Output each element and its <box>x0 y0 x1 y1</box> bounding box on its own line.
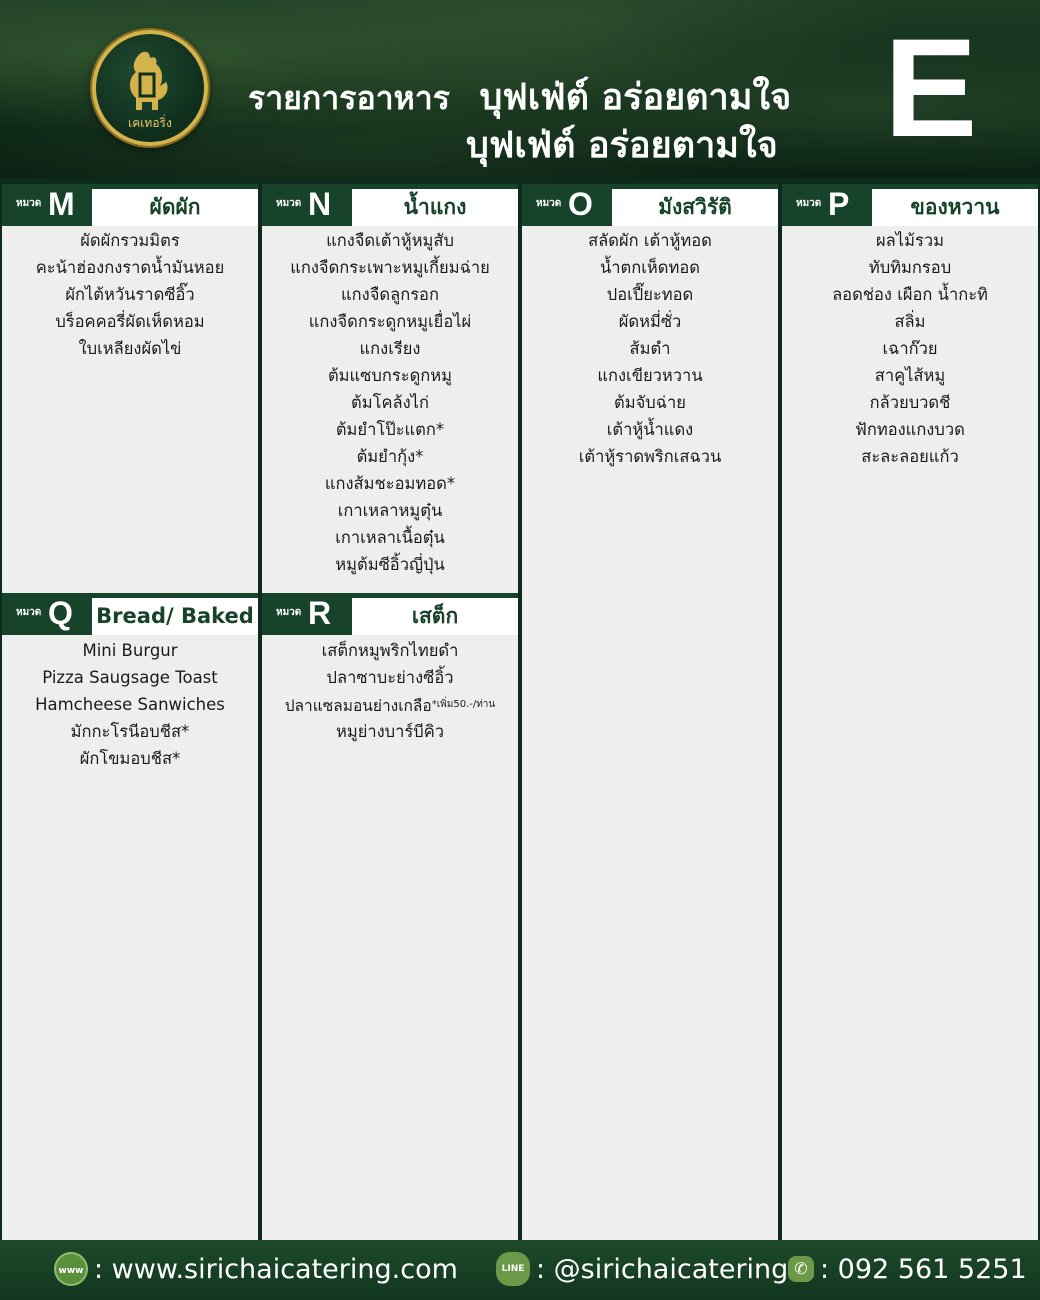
set-letter: E <box>884 9 978 166</box>
column-2 <box>262 184 518 1240</box>
list-item: แกงจืดลูกรอก <box>341 285 439 304</box>
category-code-p <box>782 184 872 226</box>
list-item <box>262 691 518 718</box>
column-1 <box>2 184 258 1240</box>
phone-text: : 092 561 5251 <box>820 1254 1027 1285</box>
item-list-m <box>2 227 258 362</box>
category-letter: M <box>48 186 75 222</box>
list-item: ปอเปี๊ยะทอด <box>606 285 694 304</box>
list-item: แกงจืดเต้าหู้หมูสับ <box>326 231 454 250</box>
category-letter: N <box>308 186 332 222</box>
category-letter: P <box>828 186 850 222</box>
list-item: มักกะโรนีอบชีส* <box>70 722 190 741</box>
section-header-p <box>782 184 1038 226</box>
list-item: ต้มยำกุ้ง* <box>356 447 424 466</box>
category-prefix: หมวด <box>796 198 822 209</box>
list-item: แกงจืดกระดูกหมูเยื่อไผ่ <box>308 312 472 331</box>
category-prefix: หมวด <box>276 198 302 209</box>
rooster-logo-icon <box>92 30 208 146</box>
logo-text: เคเทอริ่ง <box>128 116 172 130</box>
category-code-r <box>262 593 352 635</box>
list-item: น้ำตกเห็ดทอด <box>600 258 700 277</box>
globe-icon: www <box>54 1252 88 1286</box>
section-header-r <box>262 593 518 635</box>
category-letter: O <box>568 186 593 222</box>
line-id-text: : @sirichaicatering <box>536 1254 789 1285</box>
list-item: สลัดผัก เต้าหู้ทอด <box>588 231 712 250</box>
line-app-icon: LINE <box>496 1252 530 1286</box>
line-link[interactable] <box>496 1251 788 1289</box>
list-item: ต้มยำโป๊ะแตก* <box>335 420 445 439</box>
price-note: *เพิ่ม50.-/ท่าน <box>431 699 496 710</box>
menu-grid <box>0 178 1040 1240</box>
list-item: แกงส้มชะอมทอด* <box>324 474 456 493</box>
list-item: แกงเรียง <box>359 339 421 358</box>
phone-link[interactable] <box>788 1251 1027 1289</box>
category-name-q: Bread/ Baked <box>92 598 258 635</box>
list-item: Hamcheese Sanwiches <box>35 695 225 714</box>
section-header-m <box>2 184 258 226</box>
list-item: เสต็กหมูพริกไทยดำ <box>321 641 459 660</box>
item-list-q <box>2 637 258 772</box>
category-prefix: หมวด <box>276 607 302 618</box>
list-item: เต้าหู้ราดพริกเสฉวน <box>578 447 722 466</box>
list-item-text: ปลาแซลมอนย่างเกลือ <box>284 697 432 715</box>
rooster-icon <box>120 48 180 114</box>
header-banner <box>0 0 1040 178</box>
title-label: รายการอาหาร <box>248 79 450 117</box>
list-item: เกาเหลาหมูตุ๋น <box>337 501 443 520</box>
item-list-n <box>262 227 518 578</box>
section-header-o <box>522 184 778 226</box>
list-item: สลิ่ม <box>894 312 926 331</box>
list-item: ต้มแซบกระดูกหมู <box>327 366 453 385</box>
list-item: หมูต้มซีอิ้วญี่ปุ่น <box>335 555 445 574</box>
list-item: เต้าหู้น้ำแดง <box>606 420 694 439</box>
title-main: บุฟเฟ่ต์ อร่อยตามใจ <box>479 77 792 118</box>
category-code-n <box>262 184 352 226</box>
category-name-p: ของหวาน <box>872 189 1038 226</box>
list-item: เกาเหลาเนื้อตุ๋น <box>335 528 445 547</box>
list-item: ผัดผักรวมมิตร <box>80 231 180 250</box>
title-sub: บุฟเฟ่ต์ อร่อยตามใจ <box>466 125 778 166</box>
column-3 <box>522 184 778 1240</box>
category-prefix: หมวด <box>16 198 42 209</box>
list-item: บร็อคคอรี่ผัดเห็ดหอม <box>55 312 205 331</box>
list-item: ลอดช่อง เผือก น้ำกะทิ <box>832 285 988 304</box>
category-prefix: หมวด <box>536 198 562 209</box>
contact-footer <box>0 1240 1040 1300</box>
category-prefix: หมวด <box>16 607 42 618</box>
section-header-n <box>262 184 518 226</box>
category-name-r: เสต็ก <box>352 598 518 635</box>
item-list-p <box>782 227 1038 470</box>
website-text: : www.sirichaicatering.com <box>94 1254 458 1285</box>
list-item: ผัดหมี่ซั่ว <box>618 312 682 331</box>
list-item: หมูย่างบาร์บีคิว <box>335 722 445 741</box>
category-letter: Q <box>48 595 73 631</box>
category-code-q <box>2 593 92 635</box>
website-link[interactable] <box>54 1251 458 1289</box>
phone-icon: ✆ <box>788 1256 814 1282</box>
category-name-n: น้ำแกง <box>352 189 518 226</box>
list-item: Pizza Saugsage Toast <box>42 668 218 687</box>
category-name-o: มังสวิรัติ <box>612 189 778 226</box>
list-item: ผักโขมอบชีส* <box>79 749 181 768</box>
list-item: คะน้าฮ่องกงราดน้ำมันหอย <box>35 258 225 277</box>
list-item: เฉาก๊วย <box>882 339 938 358</box>
list-item: ฟักทองแกงบวด <box>855 420 965 439</box>
list-item: สาคูไส้หมู <box>874 366 946 385</box>
category-name-m: ผัดผัก <box>92 189 258 226</box>
list-item: สะละลอยแก้ว <box>861 447 959 466</box>
category-letter: R <box>308 595 332 631</box>
section-header-q <box>2 593 258 635</box>
list-item: ผลไม้รวม <box>876 231 944 250</box>
list-item: ทับทิมกรอบ <box>868 258 952 277</box>
list-item: แกงจืดกระเพาะหมูเกี้ยมฉ่าย <box>290 258 490 277</box>
list-item: กล้วยบวดชี <box>869 393 951 412</box>
list-item: ต้มจับฉ่าย <box>614 393 686 412</box>
list-item: ต้มโคล้งไก่ <box>351 393 429 412</box>
list-item: Mini Burgur <box>82 641 178 660</box>
category-code-m <box>2 184 92 226</box>
list-item: ผักไต้หวันราดซีอิ๊ว <box>65 285 195 304</box>
column-4 <box>782 184 1038 1240</box>
item-list-o <box>522 227 778 470</box>
list-item: ส้มตำ <box>629 339 671 358</box>
category-code-o <box>522 184 612 226</box>
list-item: ใบเหลียงผัดไข่ <box>78 339 182 358</box>
list-item: ปลาซาบะย่างซีอิ้ว <box>326 668 454 687</box>
item-list-r <box>262 637 518 745</box>
list-item: แกงเขียวหวาน <box>597 366 703 385</box>
